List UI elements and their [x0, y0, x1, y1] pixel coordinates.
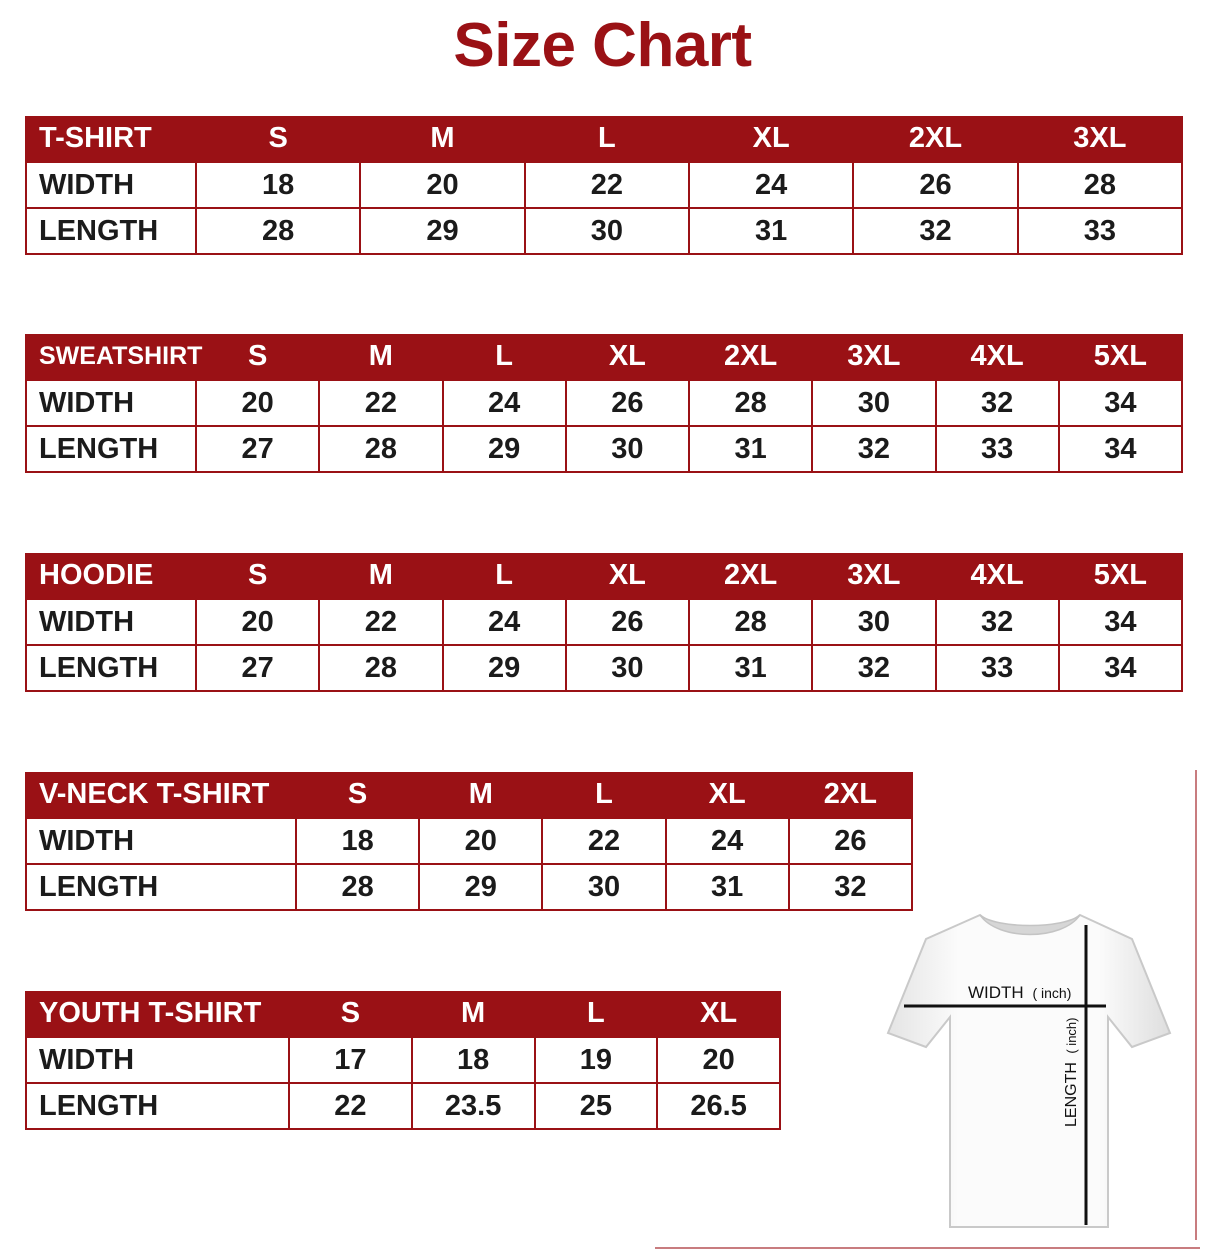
width-cell: 20 — [360, 162, 524, 208]
size-header: M — [412, 991, 535, 1037]
length-cell: 31 — [689, 645, 812, 691]
row-label-length: LENGTH — [26, 645, 196, 691]
width-cell: 34 — [1059, 599, 1182, 645]
size-header: S — [289, 991, 412, 1037]
length-cell: 30 — [525, 208, 689, 254]
table-label: SWEATSHIRT — [26, 334, 196, 380]
size-header: L — [443, 334, 566, 380]
row-label-length: LENGTH — [26, 208, 196, 254]
length-cell: 32 — [853, 208, 1017, 254]
table-row — [26, 1083, 780, 1129]
width-cell: 26 — [789, 818, 912, 864]
tshirt-size-table — [25, 116, 1183, 255]
length-cell: 33 — [1018, 208, 1182, 254]
tshirt-measure-icon — [880, 905, 1180, 1235]
length-cell: 26.5 — [657, 1083, 780, 1129]
size-header: 2XL — [689, 553, 812, 599]
length-cell: 25 — [535, 1083, 658, 1129]
size-header: M — [360, 116, 524, 162]
tshirt-body-shape — [888, 915, 1170, 1227]
table-label: T-SHIRT — [26, 116, 196, 162]
decorative-divider — [1195, 770, 1197, 1240]
width-cell: 17 — [289, 1037, 412, 1083]
row-label-length: LENGTH — [26, 1083, 289, 1129]
size-header: 5XL — [1059, 553, 1182, 599]
length-cell: 29 — [419, 864, 542, 910]
table-row — [26, 426, 1182, 472]
width-cell: 28 — [689, 380, 812, 426]
table-header-row — [26, 772, 912, 818]
width-cell: 26 — [566, 380, 689, 426]
size-header: 4XL — [936, 553, 1059, 599]
length-cell: 29 — [443, 426, 566, 472]
diagram-length-label: LENGTH — [1063, 1062, 1080, 1127]
length-cell: 29 — [360, 208, 524, 254]
size-header: L — [443, 553, 566, 599]
width-cell: 32 — [936, 380, 1059, 426]
row-label-width: WIDTH — [26, 1037, 289, 1083]
hoodie-size-table — [25, 553, 1183, 692]
row-label-width: WIDTH — [26, 599, 196, 645]
length-cell: 34 — [1059, 426, 1182, 472]
row-label-width: WIDTH — [26, 380, 196, 426]
width-cell: 24 — [443, 599, 566, 645]
svg-text:LENGTH ( inch) — [1063, 1018, 1080, 1127]
length-cell: 28 — [296, 864, 419, 910]
length-cell: 29 — [443, 645, 566, 691]
length-cell: 32 — [812, 645, 935, 691]
size-header: XL — [689, 116, 853, 162]
table-row — [26, 1037, 780, 1083]
width-cell: 30 — [812, 599, 935, 645]
width-cell: 22 — [525, 162, 689, 208]
row-label-length: LENGTH — [26, 864, 296, 910]
width-cell: 18 — [412, 1037, 535, 1083]
length-cell: 28 — [319, 645, 442, 691]
size-header: M — [419, 772, 542, 818]
table-header-row — [26, 334, 1182, 380]
length-cell: 22 — [289, 1083, 412, 1129]
width-cell: 24 — [443, 380, 566, 426]
table-row — [26, 208, 1182, 254]
size-header: XL — [566, 553, 689, 599]
size-header: 2XL — [789, 772, 912, 818]
length-cell: 33 — [936, 426, 1059, 472]
width-cell: 19 — [535, 1037, 658, 1083]
size-header: 2XL — [689, 334, 812, 380]
size-header: L — [542, 772, 665, 818]
diagram-length-unit: ( inch) — [1064, 1017, 1079, 1054]
width-cell: 28 — [689, 599, 812, 645]
vneck-size-table — [25, 772, 913, 911]
width-cell: 30 — [812, 380, 935, 426]
size-header: 3XL — [812, 553, 935, 599]
diagram-width-label: WIDTH — [968, 983, 1024, 1002]
diagram-width-unit: ( inch) — [1032, 985, 1072, 1001]
width-cell: 20 — [196, 380, 319, 426]
svg-text:WIDTH ( inch) — [968, 983, 1071, 1002]
length-cell: 27 — [196, 645, 319, 691]
table-label: HOODIE — [26, 553, 196, 599]
width-cell: 18 — [296, 818, 419, 864]
row-label-width: WIDTH — [26, 162, 196, 208]
youth-size-table — [25, 991, 781, 1130]
length-cell: 31 — [689, 426, 812, 472]
size-header: XL — [657, 991, 780, 1037]
page-title: Size Chart — [453, 11, 752, 80]
table-row — [26, 599, 1182, 645]
width-cell: 20 — [657, 1037, 780, 1083]
width-cell: 24 — [689, 162, 853, 208]
width-cell: 26 — [566, 599, 689, 645]
length-cell: 28 — [196, 208, 360, 254]
size-header: S — [196, 334, 319, 380]
table-row — [26, 162, 1182, 208]
size-header: XL — [666, 772, 789, 818]
table-header-row — [26, 991, 780, 1037]
size-header: S — [196, 116, 360, 162]
table-header-row — [26, 116, 1182, 162]
size-header: XL — [566, 334, 689, 380]
table-row — [26, 645, 1182, 691]
size-header: 4XL — [936, 334, 1059, 380]
length-cell: 31 — [666, 864, 789, 910]
decorative-divider — [655, 1247, 1200, 1249]
size-header: 5XL — [1059, 334, 1182, 380]
size-header: S — [196, 553, 319, 599]
width-cell: 24 — [666, 818, 789, 864]
table-row — [26, 864, 912, 910]
length-cell: 32 — [789, 864, 912, 910]
width-cell: 26 — [853, 162, 1017, 208]
table-row — [26, 818, 912, 864]
sweatshirt-size-table — [25, 334, 1183, 473]
width-cell: 22 — [542, 818, 665, 864]
width-cell: 18 — [196, 162, 360, 208]
length-cell: 28 — [319, 426, 442, 472]
row-label-length: LENGTH — [26, 426, 196, 472]
width-cell: 32 — [936, 599, 1059, 645]
size-header: L — [525, 116, 689, 162]
size-header: 2XL — [853, 116, 1017, 162]
size-header: S — [296, 772, 419, 818]
length-cell: 34 — [1059, 645, 1182, 691]
length-cell: 32 — [812, 426, 935, 472]
table-row — [26, 380, 1182, 426]
width-cell: 22 — [319, 380, 442, 426]
width-cell: 34 — [1059, 380, 1182, 426]
length-cell: 27 — [196, 426, 319, 472]
width-cell: 20 — [419, 818, 542, 864]
length-cell: 30 — [566, 645, 689, 691]
table-label: YOUTH T-SHIRT — [26, 991, 289, 1037]
row-label-width: WIDTH — [26, 818, 296, 864]
size-header: 3XL — [812, 334, 935, 380]
size-header: M — [319, 334, 442, 380]
size-header: L — [535, 991, 658, 1037]
width-cell: 22 — [319, 599, 442, 645]
width-cell: 28 — [1018, 162, 1182, 208]
length-cell: 33 — [936, 645, 1059, 691]
size-header: 3XL — [1018, 116, 1182, 162]
size-header: M — [319, 553, 442, 599]
table-label: V-NECK T-SHIRT — [26, 772, 296, 818]
length-cell: 31 — [689, 208, 853, 254]
length-cell: 30 — [542, 864, 665, 910]
table-header-row — [26, 553, 1182, 599]
width-cell: 20 — [196, 599, 319, 645]
length-cell: 30 — [566, 426, 689, 472]
length-cell: 23.5 — [412, 1083, 535, 1129]
